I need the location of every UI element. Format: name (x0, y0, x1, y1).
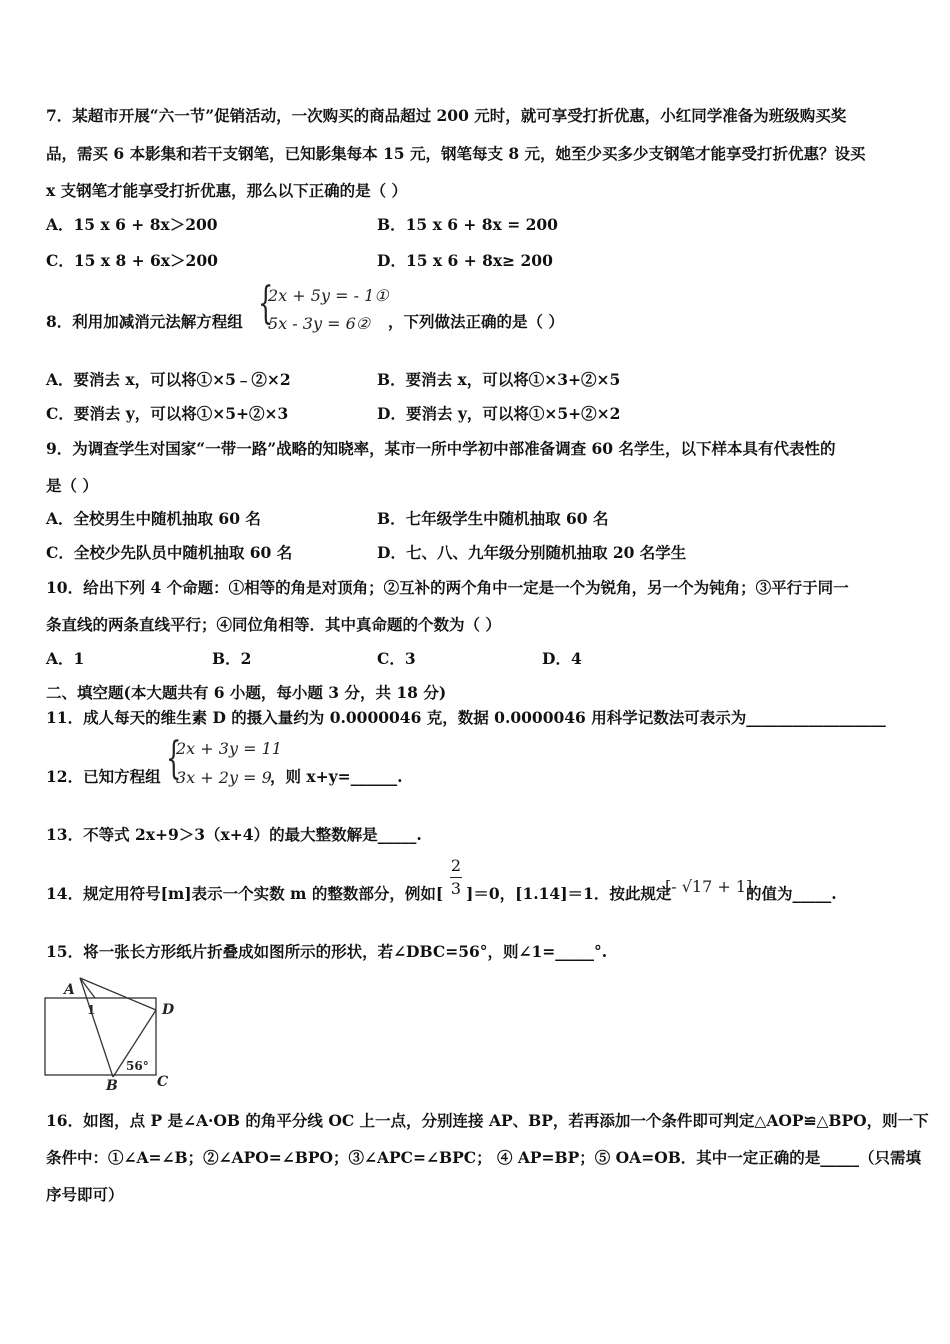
q10-option-a: A．1 (46, 649, 85, 668)
q7-line2: 品，需买 6 本影集和若干支钢笔，已知影集每本 15 元，钢笔每支 8 元，她至少买多少支钢笔才能享受打折优惠？设买 (46, 144, 866, 163)
q8-brace: { (258, 278, 274, 329)
q7-line1: 7．某超市开展“六一节”促销活动，一次购买的商品超过 200 元时，就可享受打折优惠，小红同学准备为班级购买奖 (46, 106, 847, 125)
q14-fraction-denominator: 3 (450, 879, 462, 898)
q10-line2: 条直线的两条直线平行；④同位角相等．其中真命题的个数为（ ） (46, 615, 501, 634)
q10-option-c: C．3 (377, 649, 416, 668)
q14-part1: 14．规定用符号[m]表示一个实数 m 的整数部分，例如[ (46, 884, 444, 903)
q10-option-d: D．4 (542, 649, 582, 668)
q7-line3: x 支钢笔才能享受打折优惠，那么以下正确的是（ ） (46, 181, 408, 200)
q9-option-d: D．七、八、九年级分别随机抽取 20 名学生 (377, 543, 687, 562)
q14-part2: ]＝0，[1.14]＝1．按此规定 (466, 884, 672, 903)
q14-fraction-bar (450, 877, 462, 878)
q12-equation-1: 2x + 3y = 11 (176, 739, 282, 758)
q10-line1: 10．给出下列 4 个命题：①相等的角是对顶角；②互补的两个角中一定是一个为锐角，另一个为钝角；③平行于同一 (46, 578, 849, 597)
q14-part3: 的值为_____. (746, 884, 837, 903)
q9-option-b: B．七年级学生中随机抽取 60 名 (377, 509, 609, 528)
q8-equation-1: 2x + 5y = - 1① (268, 286, 389, 305)
q9-option-a: A．全校男生中随机抽取 60 名 (46, 509, 261, 528)
q10-option-b: B．2 (212, 649, 252, 668)
label-c: C (157, 1074, 169, 1090)
q13-text: 13．不等式 2x+9＞3（x+4）的最大整数解是_____. (46, 825, 422, 844)
q7-option-a: A．15 x 6 + 8x＞200 (46, 215, 218, 234)
label-b: B (106, 1078, 118, 1092)
q8-option-b: B．要消去 x，可以将①×3+②×5 (377, 370, 621, 389)
label-d: D (162, 1002, 175, 1018)
q8-option-d: D．要消去 y，可以将①×5+②×2 (377, 404, 621, 423)
q8-option-c: C．要消去 y，可以将①×5+②×3 (46, 404, 289, 423)
q14-expression: [- √17 + 1] (665, 877, 753, 896)
q7-option-d: D．15 x 6 + 8x≥ 200 (377, 251, 553, 270)
q11-text: 11．成人每天的维生素 D 的摄入量约为 0.0000046 克，数据 0.0000046 用科学记数法可表示为__________________ (46, 708, 886, 727)
label-a: A (64, 982, 75, 998)
q12-brace: { (166, 733, 182, 784)
q15-text: 15．将一张长方形纸片折叠成如图所示的形状，若∠DBC=56°，则∠1=_____°. (46, 942, 608, 961)
fold-line-ab (80, 978, 113, 1077)
q9-line2: 是（ ） (46, 476, 98, 495)
section-heading: 二、填空题(本大题共有 6 小题，每小题 3 分，共 18 分) (46, 683, 447, 702)
q8-equation-2: 5x - 3y = 6② (268, 314, 371, 333)
label-56-degrees: 56° (126, 1059, 149, 1073)
q14-fraction-numerator: 2 (450, 856, 462, 875)
q12-prefix: 12．已知方程组 (46, 767, 161, 786)
label-angle-1: 1 (87, 1003, 96, 1017)
q8-prefix: 8．利用加减消元法解方程组 (46, 312, 243, 331)
q7-option-c: C．15 x 8 + 6x＞200 (46, 251, 218, 270)
q16-line3: 序号即可） (46, 1185, 124, 1204)
q12-suffix: ，则 x+y=______. (270, 767, 403, 786)
q9-option-c: C．全校少先队员中随机抽取 60 名 (46, 543, 293, 562)
q12-equation-2: 3x + 2y = 9 (176, 768, 272, 787)
q16-line2: 条件中：①∠A=∠B；②∠APO=∠BPO；③∠APC=∠BPC； ④ AP=BP；⑤ OA=OB．其中一定正确的是_____（只需填 (46, 1148, 922, 1167)
q16-line1: 16．如图，点 P 是∠A·OB 的角平分线 OC 上一点，分别连接 AP、BP，若再添加一个条件即可判定△AOP≌△BPO，则一下 (46, 1111, 929, 1130)
q7-option-b: B．15 x 6 + 8x = 200 (377, 215, 558, 234)
folded-rectangle-figure (40, 970, 180, 1092)
q9-line1: 9．为调查学生对国家“一带一路”战略的知晓率，某市一所中学初中部准备调查 60 名学生，以下样本具有代表性的 (46, 439, 836, 458)
q8-suffix: ，下列做法正确的是（ ） (388, 312, 564, 331)
q8-option-a: A．要消去 x，可以将①×5﹣②×2 (46, 370, 291, 389)
